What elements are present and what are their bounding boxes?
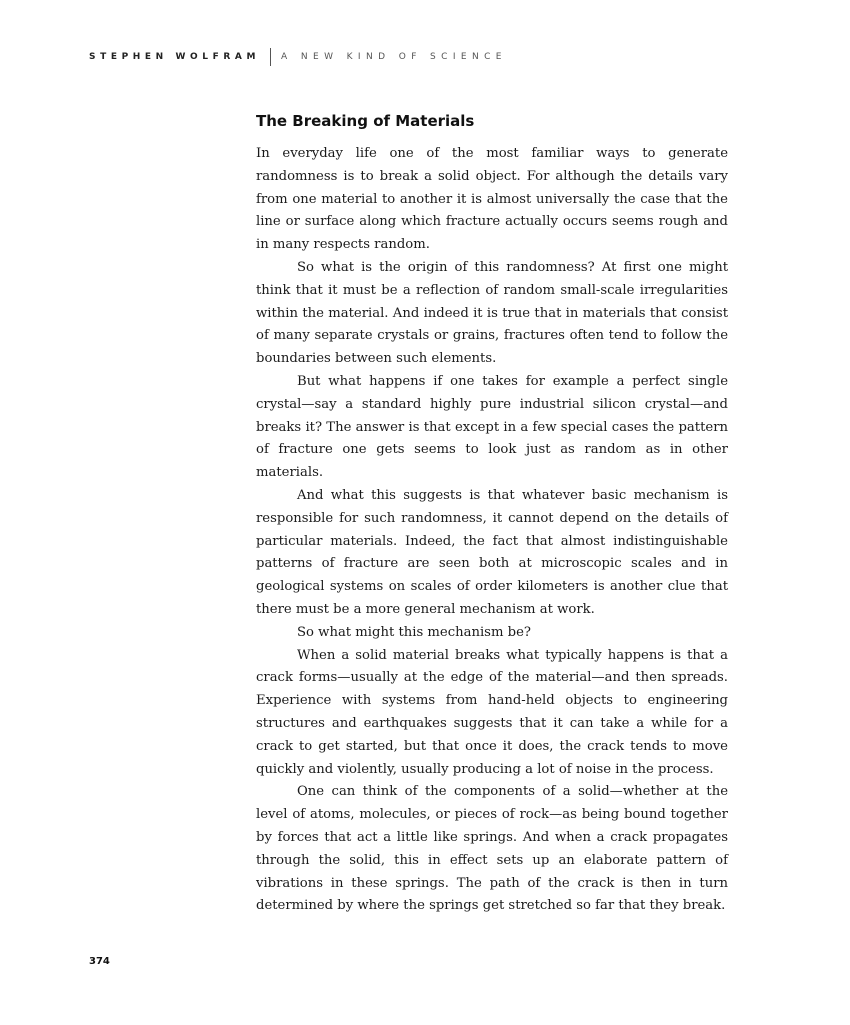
paragraph-4: And what this suggests is that whatever basic mechanism is responsible for such randomness, it cannot depend on the details of particular materials. Indeed, the fact that almost indistinguishable patterns of fracture are seen both at microscopic scales and in geological systems on scales of order kilometers is another clue that there must be a more general mechanism at work. xyxy=(256,487,728,617)
paragraph-5: So what might this mechanism be? xyxy=(297,624,531,640)
paragraph-1: In everyday life one of the most familiar ways to generate randomness is to break a solid object. For although the details vary from one material to another it is almost universally the case that the line or surface along which fracture actually occurs seems rough and in many respects random. xyxy=(256,146,728,253)
body-text xyxy=(256,143,728,918)
page-number: 374 xyxy=(89,956,110,967)
running-header xyxy=(89,47,507,67)
header-book-title: A NEW KIND OF SCIENCE xyxy=(281,52,507,62)
paragraph-2: So what is the origin of this randomness? At first one might think that it must be a reflection of random small-scale irregularities within the material. And indeed it is true that in materials that consist of many separate crystals or grains, fractures often tend to follow the boundaries between such elements. xyxy=(256,259,728,367)
header-divider xyxy=(270,48,271,66)
paragraph-3: But what happens if one takes for example a perfect single crystal—say a standard highly pure industrial silicon crystal—and breaks it? The answer is that except in a few special cases the pattern of fracture one gets seems to look just as random as in other materials. xyxy=(256,373,728,481)
paragraph-7: One can think of the components of a solid—whether at the level of atoms, molecules, or pieces of rock—as being bound together by forces that act a little like springs. And when a crack propagates through the solid, this in effect sets up an elaborate pattern of vibrations in these springs. The path of the crack is then in turn determined by where the springs get stretched so far that they break. xyxy=(256,784,728,914)
section-title: The Breaking of Materials xyxy=(256,112,475,130)
header-author: STEPHEN WOLFRAM xyxy=(89,52,261,62)
paragraph-6: When a solid material breaks what typically happens is that a crack forms—usually at the edge of the material—and then spreads. Experience with systems from hand-held objects to engineering structures and earthquakes suggests that it can take a while for a crack to get started, but that once it does, the crack tends to move quickly and violently, usually producing a lot of noise in the process. xyxy=(256,647,728,777)
